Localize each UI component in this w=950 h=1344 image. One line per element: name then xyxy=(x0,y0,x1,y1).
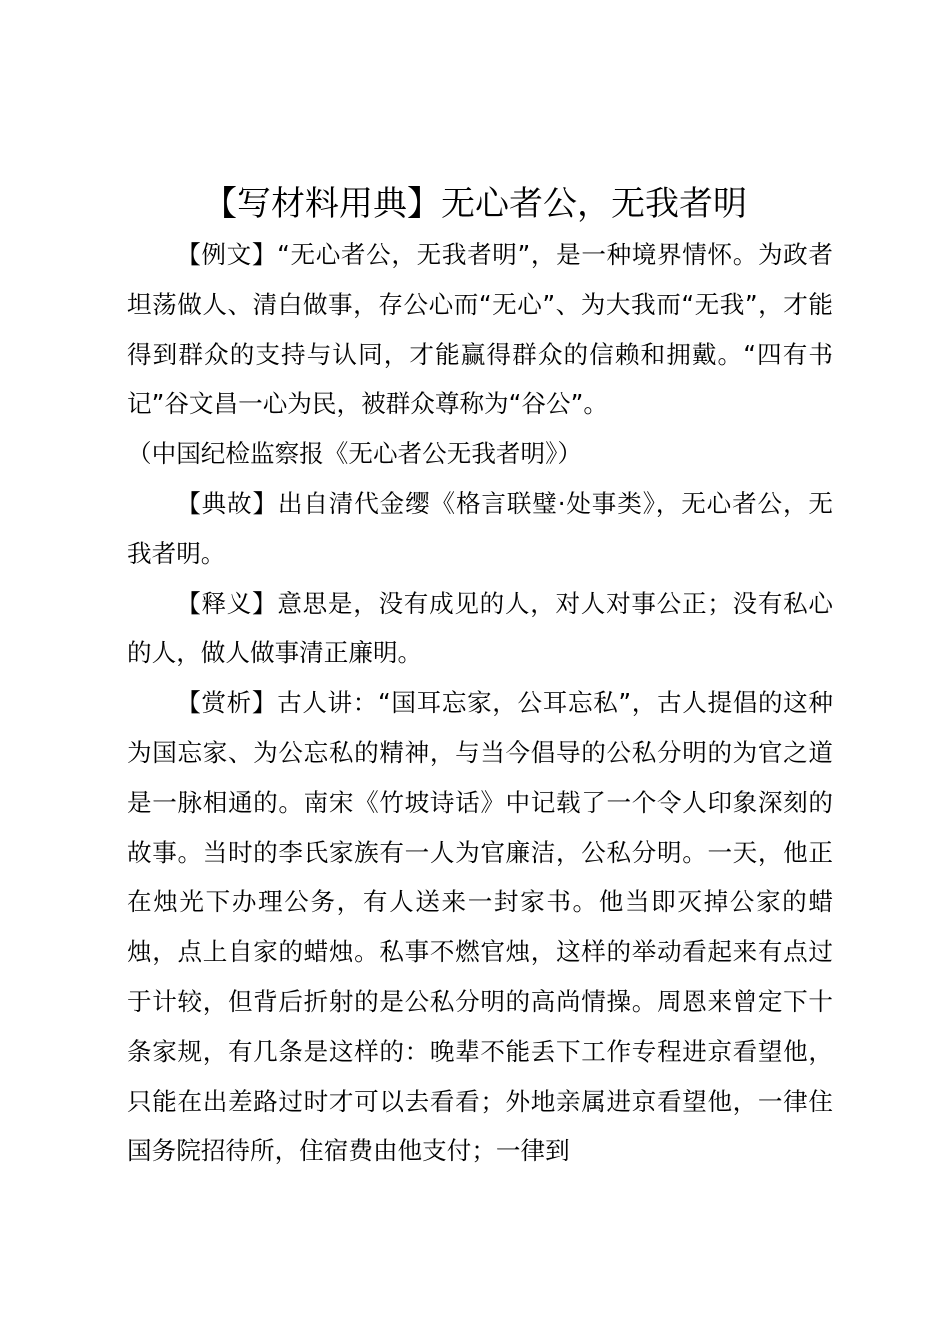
meaning-paragraph: 【释义】意思是，没有成见的人，对人对事公正；没有私心的人，做人做事清正廉明。 xyxy=(127,588,833,668)
document-title: 【写材料用典】无心者公，无我者明 xyxy=(203,184,747,224)
example-paragraph: 【例文】“无心者公，无我者明”，是一种境界情怀。为政者坦荡做人、清白做事，存公心而“无心”、为大我而“无我”，才能得到群众的支持与认同，才能赢得群众的信赖和拥戴。“四有书记”谷文昌一心为民，被群众尊称为“谷公”。 xyxy=(127,240,833,419)
analysis-paragraph: 【赏析】古人讲：“国耳忘家，公耳忘私”，古人提倡的这种为国忘家、为公忘私的精神，与当今倡导的公私分明的为官之道是一脉相通的。南宋《竹坡诗话》中记载了一个令人印象深刻的故事。当时的李氏家族有一人为官廉洁，公私分明。一天，他正在烛光下办理公务，有人送来一封家书。他当即灭掉公家的蜡烛，点上自家的蜡烛。私事不燃官烛，这样的举动看起来有点过于计较，但背后折射的是公私分明的高尚情操。周恩来曾定下十条家规，有几条是这样的：晚辈不能丢下工作专程进京看望他，只能在出差路过时才可以去看看；外地亲属进京看望他，一律住国务院招待所，住宿费由他支付；一律到 xyxy=(127,688,833,1166)
origin-paragraph: 【典故】出自清代金缨《格言联璧·处事类》，无心者公，无我者明。 xyxy=(127,488,833,568)
document-body xyxy=(127,230,833,1176)
source-citation: （中国纪检监察报《无心者公无我者明》） xyxy=(127,439,582,469)
